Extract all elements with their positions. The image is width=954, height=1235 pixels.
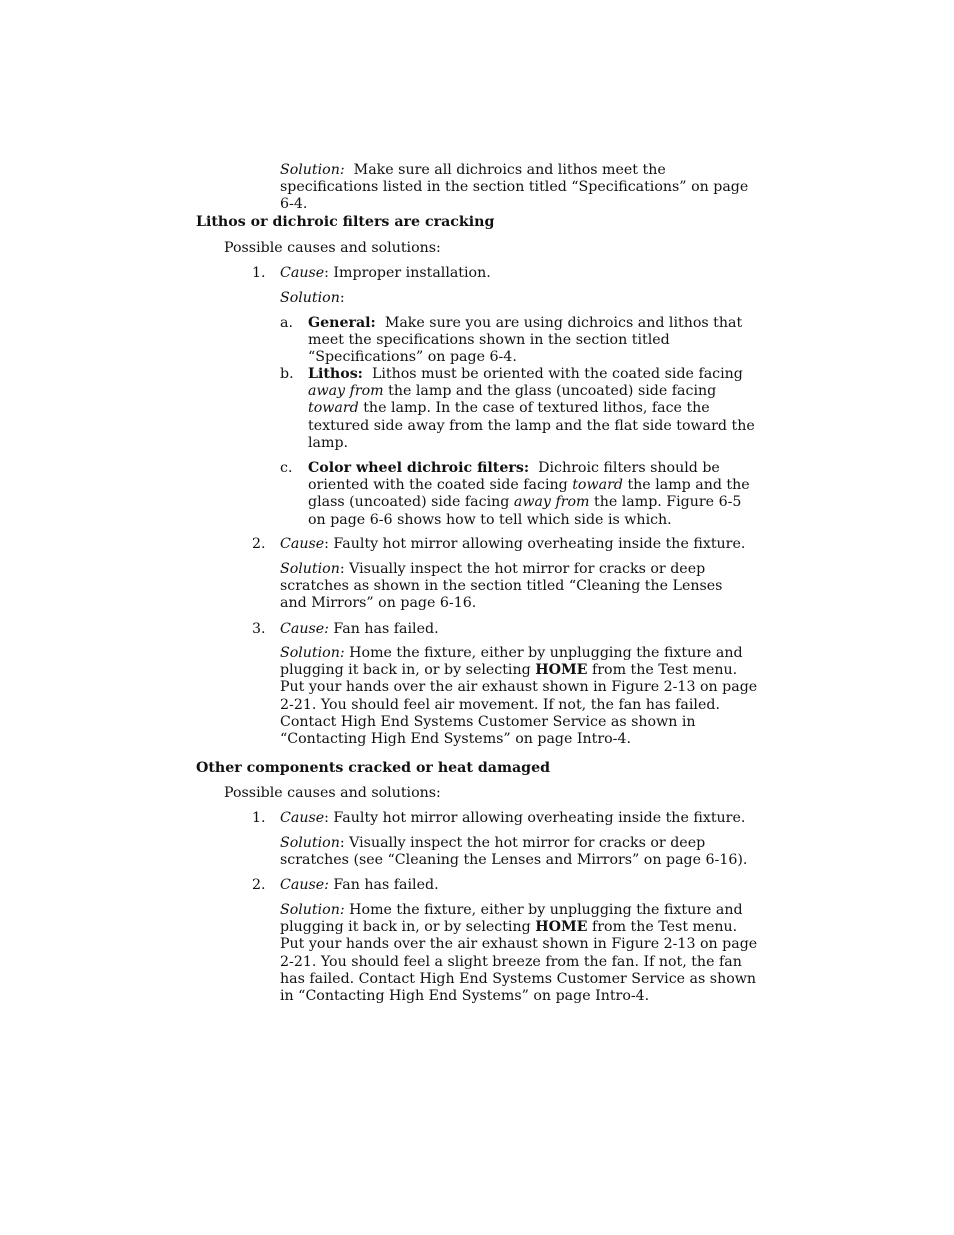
solution-paragraph xyxy=(280,645,758,748)
emphasis: away from xyxy=(308,383,384,400)
sub-text: Make sure you are using dichroics and lithos that meet the specifications shown in the section titled “Specifications” on page 6-4. xyxy=(308,315,743,366)
section-heading-lithos: Lithos or dichroic filters are cracking xyxy=(196,214,495,230)
list-number: 1. xyxy=(252,265,266,281)
cause-text: : Faulty hot mirror allowing overheating inside the fixture. xyxy=(324,810,746,826)
sub-label: Lithos: xyxy=(308,366,363,382)
list-number: 1. xyxy=(252,810,266,826)
solution-label: Solution xyxy=(280,290,340,306)
sub-text: the lamp and the glass (uncoated) side facing xyxy=(383,383,717,400)
cause-text: Fan has failed. xyxy=(328,621,439,637)
sub-text: the lamp. Figure 6-5 on page 6-6 shows how to tell which side is which. xyxy=(308,494,742,528)
sub-text: Lithos must be oriented with the coated side facing xyxy=(371,366,743,382)
sub-label: General: xyxy=(308,315,376,331)
solution-text: : Visually inspect the hot mirror for cracks or deep scratches (see “Cleaning the Lenses and Mirrors” on page 6-16). xyxy=(280,835,748,869)
section-heading-components: Other components cracked or heat damaged xyxy=(196,760,551,776)
solution-text: from the Test menu. Put your hands over the air exhaust shown in Figure 2-13 on page 2-21. You should feel a slight breeze from the fan. If not, the fan has failed. Contact High End Systems Customer Service as shown in “Contacting High End Systems” on page Intro-4. xyxy=(280,919,758,1005)
cause-line xyxy=(280,621,758,638)
solution-text: Home the fixture, either by unplugging the fixture and plugging it back in, or by selecting xyxy=(280,902,743,936)
solution-label: Solution: xyxy=(280,902,345,918)
sub-text: Dichroic filters should be oriented with the coated side facing xyxy=(308,460,720,494)
solution-label: Solution xyxy=(280,835,340,851)
section-lead: Possible causes and solutions: xyxy=(224,240,441,256)
cause-label: Cause xyxy=(280,810,325,826)
solution-text: : Visually inspect the hot mirror for cracks or deep scratches as shown in the section titled “Cleaning the Lenses and Mirrors” on page 6-16. xyxy=(280,561,723,612)
solution-heading xyxy=(280,290,345,307)
solution-text: Home the fixture, either by unplugging the fixture and plugging it back in, or by selecting xyxy=(280,645,743,679)
solution-label: Solution: xyxy=(280,162,345,178)
sub-item-lithos xyxy=(308,366,758,452)
solution-label: Solution: xyxy=(280,645,345,661)
solution-text: Make sure all dichroics and lithos meet the specifications listed in the section titled “Specifications” on page 6-4. xyxy=(280,162,749,213)
cause-label: Cause: xyxy=(280,877,329,893)
home-keyword: HOME xyxy=(535,919,588,936)
solution-paragraph xyxy=(280,561,752,613)
sub-letter: c. xyxy=(280,460,293,476)
solution-paragraph xyxy=(280,902,758,1005)
solution-colon: : xyxy=(339,290,345,306)
sub-text: the lamp and the glass (uncoated) side facing xyxy=(308,477,750,511)
sub-item-color-wheel xyxy=(308,460,758,529)
solution-label: Solution xyxy=(280,561,340,577)
solution-text: from the Test menu. Put your hands over the air exhaust shown in Figure 2-13 on page 2-21. You should feel air movement. If not, the fan has failed. Contact High End Systems Customer Service as shown in “Contacting High End Systems” on page Intro-4. xyxy=(280,662,758,748)
home-keyword: HOME xyxy=(535,662,588,679)
cause-line xyxy=(280,265,758,282)
sub-letter: b. xyxy=(280,366,294,382)
sub-item-general xyxy=(308,315,758,367)
emphasis: toward xyxy=(572,477,623,494)
cause-label: Cause xyxy=(280,536,325,552)
list-number: 2. xyxy=(252,877,266,893)
cause-text: Fan has failed. xyxy=(328,877,439,893)
list-number: 2. xyxy=(252,536,266,552)
section-lead: Possible causes and solutions: xyxy=(224,785,441,801)
sub-label: Color wheel dichroic filters: xyxy=(308,460,530,476)
cause-label: Cause: xyxy=(280,621,329,637)
list-number: 3. xyxy=(252,621,266,637)
cause-line xyxy=(280,536,758,553)
intro-solution xyxy=(280,162,758,214)
emphasis: away from xyxy=(513,494,590,511)
sub-letter: a. xyxy=(280,315,293,331)
cause-label: Cause xyxy=(280,265,325,281)
cause-line xyxy=(280,877,758,894)
cause-line xyxy=(280,810,758,827)
sub-text: the lamp. In the case of textured lithos, face the textured side away from the lamp and the flat side toward the lamp. xyxy=(308,400,755,451)
solution-paragraph xyxy=(280,835,754,869)
cause-text: : Improper installation. xyxy=(324,265,491,281)
cause-text: : Faulty hot mirror allowing overheating inside the fixture. xyxy=(324,536,746,552)
emphasis: toward xyxy=(308,400,359,417)
